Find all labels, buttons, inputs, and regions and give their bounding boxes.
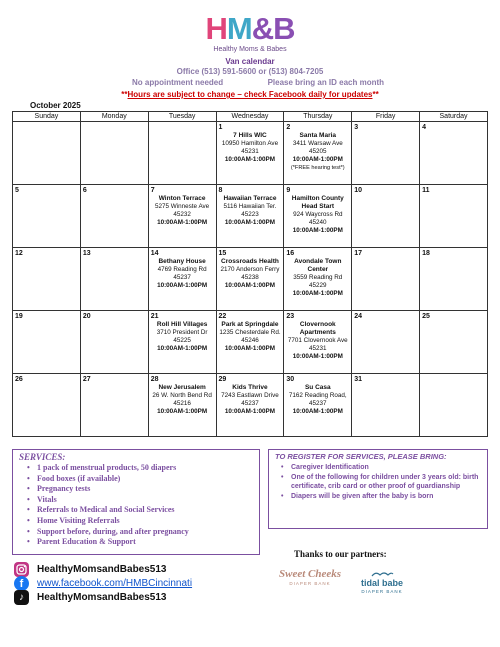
weekday-wednesday: Wednesday: [216, 112, 284, 122]
calendar-day-cell: [13, 185, 81, 248]
event-hours: 10:00AM-1:00PM: [224, 156, 275, 163]
event-address: 4769 Reading Rd: [157, 266, 207, 273]
sweet-cheeks-subtitle: DIAPER BANK: [289, 581, 331, 586]
event-hours: 10:00AM-1:00PM: [157, 345, 208, 352]
event-location-name: Park at Springdale: [221, 321, 279, 328]
event-hours: 10:00AM-1:00PM: [157, 282, 208, 289]
day-number: 31: [354, 376, 363, 383]
day-number: 16: [286, 250, 295, 257]
calendar-grid: [12, 111, 488, 437]
event-zip: 45237: [309, 400, 327, 407]
weekday-tuesday: Tuesday: [148, 112, 216, 122]
register-box: [268, 449, 488, 529]
day-number: 26: [15, 376, 23, 383]
calendar-day-cell: [13, 248, 81, 311]
calendar-week-row: [13, 185, 488, 248]
tidal-babe-name: tidal babe: [360, 578, 403, 588]
event-location-name: 7 Hills WIC: [233, 132, 267, 139]
service-item: • 1 pack of menstrual products, 50 diapers: [19, 463, 253, 474]
event-location-name: Santa Maria: [299, 132, 337, 139]
calendar-day-cell: [352, 248, 420, 311]
calendar-body: [13, 122, 488, 437]
event-zip: 45240: [309, 219, 327, 226]
calendar-week-row: [13, 374, 488, 437]
event-zip: 45205: [309, 148, 327, 155]
calendar-day-cell: [284, 374, 352, 437]
register-item: • Diapers will be given after the baby is born: [275, 492, 481, 502]
calendar-day-cell: [420, 185, 488, 248]
calendar-week-row: [13, 311, 488, 374]
event-zip: 45231: [309, 345, 327, 352]
calendar-day-cell: [13, 122, 81, 185]
calendar-day-cell: [420, 122, 488, 185]
event-zip: 45231: [241, 148, 259, 155]
event-address: 7701 Clovernook Ave: [287, 337, 348, 344]
day-number: 6: [82, 187, 87, 194]
day-number: 27: [82, 376, 91, 383]
calendar-day-cell: [216, 311, 284, 374]
register-list: [275, 463, 481, 501]
service-item: • Vitals: [19, 495, 253, 506]
day-number: 2: [286, 124, 291, 131]
tidal-babe-subtitle: DIAPER BANK: [361, 589, 403, 594]
day-number: 28: [150, 376, 159, 383]
event-location-name: Hamilton County Head Start: [291, 195, 344, 210]
partners-title: Thanks to our partners:: [294, 549, 387, 559]
event-address: 3559 Reading Rd: [293, 274, 343, 281]
calendar-day-cell: [216, 248, 284, 311]
calendar-day-cell: [80, 248, 148, 311]
event-zip: 45232: [173, 211, 191, 218]
day-number: 1: [218, 124, 223, 131]
day-number: 8: [218, 187, 223, 194]
instagram-handle: HealthyMomsandBabes513: [37, 563, 167, 575]
page-title: Van calendar: [225, 57, 275, 66]
event-address: 7162 Reading Road,: [288, 392, 347, 399]
day-number: 30: [286, 376, 295, 383]
calendar-day-cell: [420, 248, 488, 311]
hours-warning: [0, 90, 500, 99]
calendar-day-cell: [148, 311, 216, 374]
event-hours: 10:00AM-1:00PM: [292, 290, 343, 297]
notes-line: [132, 78, 384, 87]
day-number: 3: [354, 124, 359, 131]
calendar-day-cell: [80, 311, 148, 374]
event-location-name: New Jerusalem: [158, 384, 206, 391]
event-location-name: Kids Thrive: [232, 384, 268, 391]
calendar-day-cell: [216, 374, 284, 437]
day-number: 25: [422, 313, 430, 320]
services-title: SERVICES:: [19, 452, 66, 462]
event-address: 3411 Warsaw Ave: [292, 140, 343, 147]
calendar-day-cell: [80, 122, 148, 185]
event-hours: 10:00AM-1:00PM: [224, 408, 275, 415]
calendar-day-cell: [148, 374, 216, 437]
day-number: 18: [422, 250, 430, 257]
calendar-day-cell: [284, 248, 352, 311]
event-location-name: Crossroads Health: [221, 258, 279, 265]
warning-suffix: **: [372, 90, 379, 99]
calendar-day-cell: [148, 248, 216, 311]
weekday-thursday: Thursday: [284, 112, 352, 122]
logo-mark: HM&B: [205, 11, 295, 46]
service-item: • Food boxes (if available): [19, 474, 253, 485]
service-item: • Referrals to Medical and Social Services: [19, 505, 253, 516]
event-zip: 45216: [173, 400, 191, 407]
tiktok-handle: HealthyMomsandBabes513: [37, 591, 167, 603]
event-location-name: Winton Terrace: [158, 195, 206, 202]
office-phone: Office (513) 591-5600 or (513) 804-7205: [176, 67, 324, 76]
service-item: • Pregnancy tests: [19, 484, 253, 495]
day-number: 7: [150, 187, 155, 194]
event-address: 26 W. North Bend Rd: [152, 392, 212, 399]
day-number: 22: [218, 313, 227, 320]
event-note: (*FREE hearing test*): [290, 165, 345, 171]
day-number: 15: [218, 250, 227, 257]
event-location-name: Avondale Town Center: [294, 258, 342, 273]
day-number: 23: [286, 313, 295, 320]
event-location-name: Su Casa: [304, 384, 331, 391]
day-number: 14: [150, 250, 159, 257]
day-number: 17: [354, 250, 363, 257]
event-zip: 45223: [241, 211, 259, 218]
day-number: 21: [150, 313, 159, 320]
event-hours: 10:00AM-1:00PM: [224, 345, 275, 352]
service-item: • Support before, during, and after pregnancy: [19, 527, 253, 538]
event-address: 5116 Hawaiian Ter.: [223, 203, 277, 210]
event-address: 1235 Chesterdale Rd.: [219, 329, 281, 336]
weekday-friday: Friday: [352, 112, 420, 122]
calendar-day-cell: [352, 374, 420, 437]
day-number: 10: [354, 187, 363, 194]
day-number: 19: [15, 313, 23, 320]
event-address: 3710 President Dr: [156, 329, 208, 336]
day-number: 5: [15, 187, 19, 194]
facebook-icon: f: [14, 576, 29, 591]
sweet-cheeks-name: Sweet Cheeks: [278, 568, 342, 580]
note-no-appointment: No appointment needed: [132, 78, 224, 87]
event-zip: 45238: [241, 274, 259, 281]
calendar-day-cell: [284, 311, 352, 374]
note-bring-id: Please bring an ID each month: [267, 78, 385, 87]
weekday-sunday: Sunday: [13, 112, 81, 122]
event-address: 10950 Hamilton Ave: [221, 140, 279, 147]
day-number: 12: [15, 250, 23, 257]
service-item: • Home Visiting Referrals: [19, 516, 253, 527]
logo: [205, 12, 295, 58]
register-title: TO REGISTER FOR SERVICES, PLEASE BRING:: [275, 452, 447, 461]
services-box: [12, 449, 260, 555]
register-item: • One of the following for children under 3 years old: birth certificate, crib card or other proof of guardianship: [275, 473, 481, 492]
calendar-day-cell: [216, 122, 284, 185]
event-location-name: Bethany House: [158, 258, 206, 265]
event-zip: 45237: [241, 400, 259, 407]
calendar-day-cell: [80, 185, 148, 248]
logo-subtitle: Healthy Moms & Babes: [213, 46, 287, 53]
event-address: 2170 Anderson Ferry: [220, 266, 280, 273]
event-hours: 10:00AM-1:00PM: [292, 156, 343, 163]
facebook-link[interactable]: www.facebook.com/HMBCincinnati: [37, 577, 193, 589]
calendar-day-cell: [284, 185, 352, 248]
calendar-day-cell: [420, 311, 488, 374]
event-hours: 10:00AM-1:00PM: [224, 282, 275, 289]
weekday-header-row: [13, 112, 488, 122]
calendar-day-cell: [80, 374, 148, 437]
event-location-name: Roll Hill Villages: [156, 321, 208, 328]
calendar-day-cell: [420, 374, 488, 437]
event-hours: 10:00AM-1:00PM: [157, 408, 208, 415]
event-hours: 10:00AM-1:00PM: [157, 219, 208, 226]
event-location-name: Clovernook Apartments: [299, 321, 336, 336]
day-number: 24: [354, 313, 363, 320]
day-number: 13: [82, 250, 91, 257]
day-number: 29: [218, 376, 227, 383]
event-hours: 10:00AM-1:00PM: [224, 219, 275, 226]
event-zip: 45246: [241, 337, 259, 344]
warning-text: Hours are subject to change – check Facebook daily for updates: [127, 90, 373, 99]
event-hours: 10:00AM-1:00PM: [292, 408, 343, 415]
day-number: 20: [82, 313, 91, 320]
event-address: 5275 Winneste Ave: [155, 203, 210, 210]
calendar-week-row: [13, 248, 488, 311]
calendar-day-cell: [216, 185, 284, 248]
register-item: • Caregiver Identification: [275, 463, 481, 473]
calendar-day-cell: [148, 122, 216, 185]
calendar-week-row: [13, 122, 488, 185]
event-hours: 10:00AM-1:00PM: [292, 227, 343, 234]
event-address: 924 Waycross Rd: [293, 211, 343, 218]
month-title: October 2025: [30, 101, 81, 110]
weekday-monday: Monday: [80, 112, 148, 122]
day-number: 9: [286, 187, 291, 194]
calendar-day-cell: [13, 374, 81, 437]
calendar-day-cell: [352, 311, 420, 374]
calendar-day-cell: [352, 122, 420, 185]
day-number: 4: [422, 124, 426, 131]
weekday-saturday: Saturday: [420, 112, 488, 122]
event-zip: 45225: [173, 337, 191, 344]
wave-icon: [350, 570, 414, 578]
calendar-day-cell: [13, 311, 81, 374]
services-list: [19, 463, 253, 548]
event-location-name: Hawaiian Terrace: [223, 195, 277, 202]
event-hours: 10:00AM-1:00PM: [292, 353, 343, 360]
day-number: 11: [422, 187, 430, 194]
social-tiktok-row: [14, 588, 167, 606]
sweet-cheeks-logo: [278, 568, 342, 598]
event-address: 7243 Eastlawn Drive: [221, 392, 279, 399]
event-zip: 45229: [309, 282, 327, 289]
event-zip: 45237: [173, 274, 191, 281]
calendar-day-cell: [148, 185, 216, 248]
tidal-babe-logo: [350, 570, 414, 600]
tiktok-icon: ♪: [14, 590, 29, 605]
warning-prefix: **: [121, 90, 128, 99]
calendar-day-cell: [284, 122, 352, 185]
service-item: • Parent Education & Support: [19, 537, 253, 548]
calendar-day-cell: [352, 185, 420, 248]
